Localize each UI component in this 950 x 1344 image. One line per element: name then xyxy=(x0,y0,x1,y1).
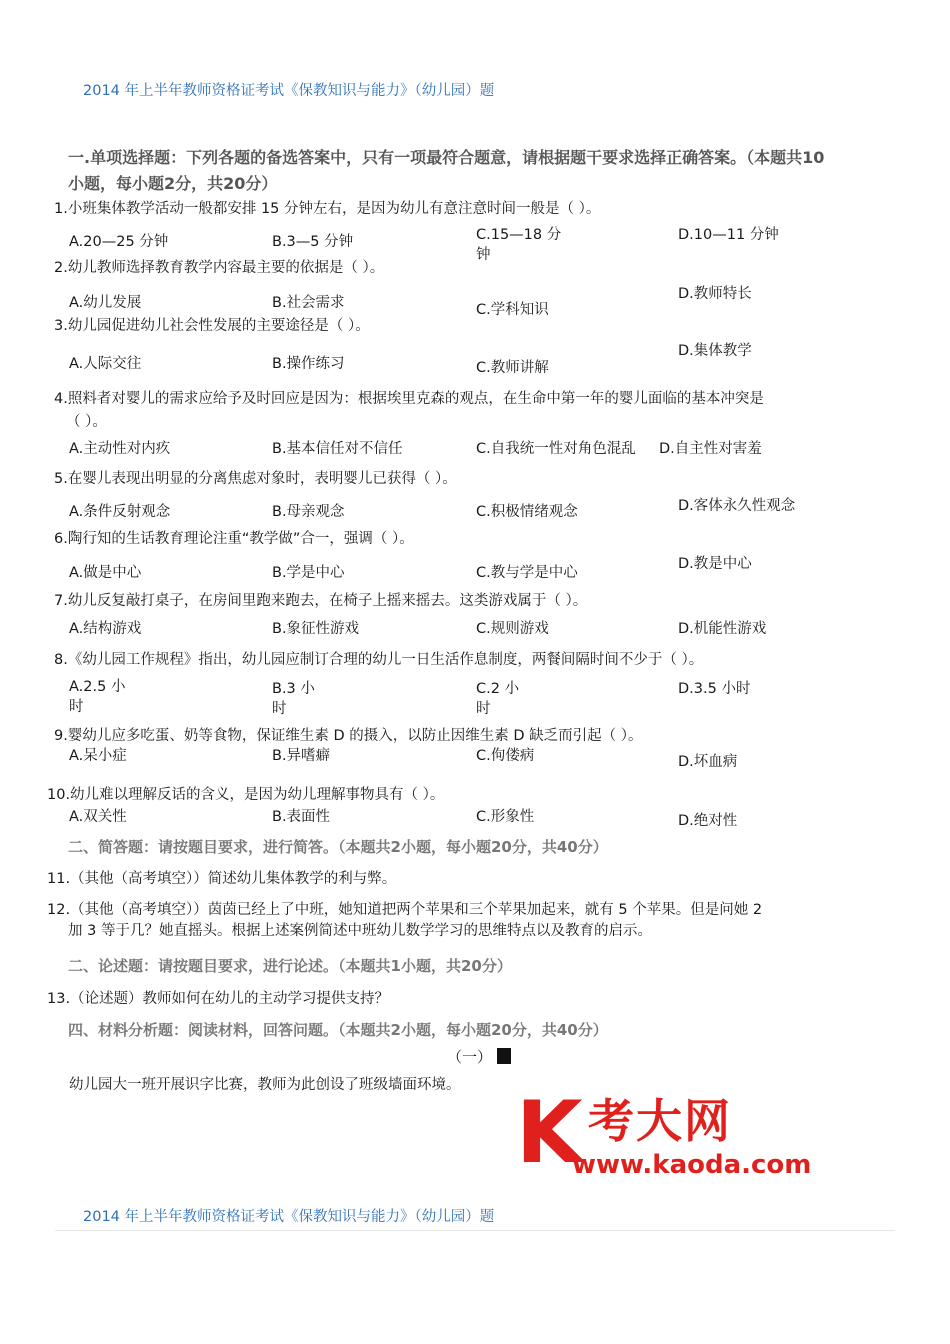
question-10-option-b: B.表面性 xyxy=(272,809,331,825)
question-2-option-d: D.教师特长 xyxy=(678,286,752,302)
question-9-option-c: C.佝偻病 xyxy=(476,748,535,764)
question-10-option-d: D.绝对性 xyxy=(678,813,738,829)
black-square-icon xyxy=(497,1048,511,1064)
footer-page-title: 2014 年上半年教师资格证考试《保教知识与能力》（幼儿园）题 xyxy=(83,1209,495,1225)
question-4-stem-line2: （ ）。 xyxy=(66,414,107,430)
question-8-stem: 8.《幼儿园工作规程》指出，幼儿园应制订合理的幼儿一日生活作息制度，两餐间隔时间不少于（ ）。 xyxy=(54,652,704,668)
question-1-option-c: C.15—18 分钟 xyxy=(476,227,562,263)
question-3-option-d: D.集体教学 xyxy=(678,343,752,359)
logo-k-letter: K xyxy=(516,1083,583,1183)
question-6-option-b: B.学是中心 xyxy=(272,565,345,581)
question-2-stem: 2.幼儿教师选择教育教学内容最主要的依据是（ ）。 xyxy=(54,260,385,276)
question-7-option-c: C.规则游戏 xyxy=(476,621,549,637)
question-11-stem: 11.（其他（高考填空））简述幼儿集体教学的利与弊。 xyxy=(47,871,397,887)
question-10-stem: 10.幼儿难以理解反话的含义，是因为幼儿理解事物具有（ ）。 xyxy=(47,787,445,803)
question-4-option-d: D.自主性对害羞 xyxy=(659,441,762,457)
question-9-stem: 9.婴幼儿应多吃蛋、奶等食物，保证维生素 D 的摄入，以防止因维生素 D 缺乏而引起（ ）。 xyxy=(54,728,643,744)
question-13-stem: 13.（论述题）教师如何在幼儿的主动学习提供支持？ xyxy=(47,991,390,1007)
question-4-option-a: A.主动性对内疚 xyxy=(69,441,171,457)
page-header-title: 2014 年上半年教师资格证考试《保教知识与能力》（幼儿园）题 xyxy=(83,83,495,99)
question-8-option-a: A.2.5 小时 xyxy=(69,679,126,715)
question-3-option-b: B.操作练习 xyxy=(272,356,345,372)
logo-brand-name: 考大网 xyxy=(588,1094,732,1148)
question-7-option-d: D.机能性游戏 xyxy=(678,621,767,637)
question-10-option-a: A.双关性 xyxy=(69,809,127,825)
question-3-option-c: C.教师讲解 xyxy=(476,360,549,376)
question-4-stem: 4.照料者对婴儿的需求应给予及时回应是因为：根据埃里克森的观点，在生命中第一年的婴儿面临的基本冲突是 xyxy=(54,391,764,407)
question-2-option-a: A.幼儿发展 xyxy=(69,295,142,311)
question-1-option-b: B.3—5 分钟 xyxy=(272,234,354,250)
question-1-option-d: D.10—11 分钟 xyxy=(678,227,779,243)
section-4-heading: 四、材料分析题：阅读材料，回答问题。（本题共2小题，每小题20分，共40分） xyxy=(68,1021,608,1039)
question-6-stem: 6.陶行知的生话教育理论注重“教学做”合一，强调（ ）。 xyxy=(54,531,414,547)
question-6-option-c: C.教与学是中心 xyxy=(476,565,578,581)
material-text: 幼儿园大一班开展识字比赛，教师为此创设了班级墙面环境。 xyxy=(69,1077,461,1093)
question-9-option-b: B.异嗜癖 xyxy=(272,748,331,764)
question-4-option-b: B.基本信任对不信任 xyxy=(272,441,403,457)
question-8-option-d: D.3.5 小时 xyxy=(678,681,751,697)
question-7-stem: 7.幼儿反复敲打桌子，在房间里跑来跑去，在椅子上摇来摇去。这类游戏属于（ ）。 xyxy=(54,593,588,609)
question-5-option-b: B.母亲观念 xyxy=(272,504,345,520)
question-5-stem: 5.在婴儿表现出明显的分离焦虑对象时，表明婴儿已获得（ ）。 xyxy=(54,471,457,487)
question-9-option-a: A.呆小症 xyxy=(69,748,127,764)
section-1-heading-line2: 小题，每小题2分，共20分） xyxy=(68,174,278,193)
question-5-option-a: A.条件反射观念 xyxy=(69,504,171,520)
question-12-stem-line2: 加 3 等于几？她直摇头。根据上述案例简述中班幼儿数学学习的思维特点以及教育的启示。 xyxy=(68,923,652,939)
page-divider xyxy=(55,1230,895,1231)
question-7-option-a: A.结构游戏 xyxy=(69,621,142,637)
question-2-option-c: C.学科知识 xyxy=(476,302,549,318)
logo-url: www.kaoda.com xyxy=(572,1150,812,1180)
question-5-option-c: C.积极情绪观念 xyxy=(476,504,578,520)
kaoda-logo xyxy=(516,1083,846,1183)
question-8-option-b: B.3 小时 xyxy=(272,681,315,717)
question-4-option-c: C.自我统一性对角色混乱 xyxy=(476,441,636,457)
material-number-mark xyxy=(447,1046,511,1067)
question-12-stem-line1: 12.（其他（高考填空））茵茵已经上了中班，她知道把两个苹果和三个苹果加起来，就有 5 个苹果。但是问她 2 xyxy=(47,902,763,918)
material-number-label: （一） xyxy=(447,1048,493,1066)
question-5-option-d: D.客体永久性观念 xyxy=(678,498,796,514)
section-1-heading-line1: 一.单项选择题：下列各题的备选答案中，只有一项最符合题意，请根据题干要求选择正确答案。（本题共10 xyxy=(68,148,825,167)
question-2-option-b: B.社会需求 xyxy=(272,295,345,311)
question-8-option-c: C.2 小时 xyxy=(476,681,520,717)
question-9-option-d: D.坏血病 xyxy=(678,754,738,770)
question-3-stem: 3.幼儿园促进幼儿社会性发展的主要途径是（ ）。 xyxy=(54,318,370,334)
question-10-option-c: C.形象性 xyxy=(476,809,535,825)
question-1-stem: 1.小班集体教学活动一般都安排 15 分钟左右，是因为幼儿有意注意时间一般是（ ）。 xyxy=(54,201,601,217)
section-2-heading: 二、简答题：请按题目要求，进行简答。（本题共2小题，每小题20分，共40分） xyxy=(68,838,608,856)
question-6-option-d: D.教是中心 xyxy=(678,556,752,572)
question-1-option-a: A.20—25 分钟 xyxy=(69,234,169,250)
question-3-option-a: A.人际交往 xyxy=(69,356,142,372)
section-3-heading: 二、论述题：请按题目要求，进行论述。（本题共1小题，共20分） xyxy=(68,957,512,975)
question-6-option-a: A.做是中心 xyxy=(69,565,142,581)
question-7-option-b: B.象征性游戏 xyxy=(272,621,360,637)
